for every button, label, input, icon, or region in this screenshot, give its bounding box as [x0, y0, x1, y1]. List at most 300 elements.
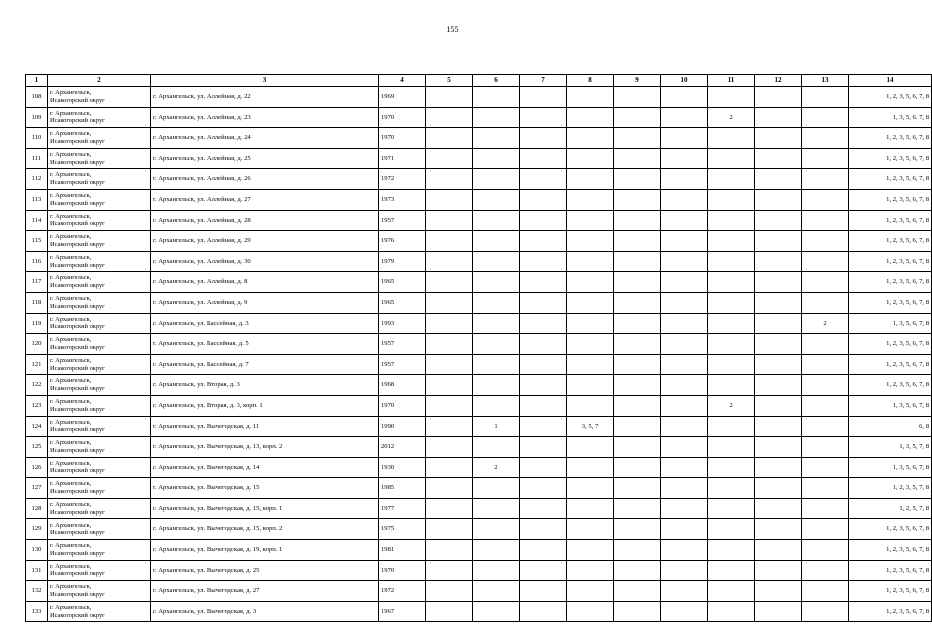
col-8-cell: [567, 231, 614, 252]
col-10-cell: [661, 210, 708, 231]
col-7-cell: [520, 272, 567, 293]
year-cell: 1970: [379, 128, 426, 149]
year-cell: 1977: [379, 498, 426, 519]
address-cell: г. Архангельск, ул. Аллейная, д. 22: [151, 87, 379, 108]
col-10-cell: [661, 601, 708, 622]
col-13-cell: [802, 231, 849, 252]
col-5-cell: [426, 478, 473, 499]
col-12-cell: [755, 87, 802, 108]
col-7-cell: [520, 437, 567, 458]
col-6-cell: [473, 581, 520, 602]
col-9-cell: [614, 354, 661, 375]
col-6-cell: [473, 375, 520, 396]
col-12-cell: [755, 169, 802, 190]
year-cell: 1967: [379, 601, 426, 622]
table-row: [26, 210, 932, 231]
col-10-cell: [661, 189, 708, 210]
col-10-cell: [661, 478, 708, 499]
col-7-cell: [520, 189, 567, 210]
col-12-cell: [755, 478, 802, 499]
col-9-cell: [614, 334, 661, 355]
col-5-cell: [426, 334, 473, 355]
address-cell: г. Архангельск, ул. Вычегодская, д. 14: [151, 457, 379, 478]
col-8-cell: [567, 375, 614, 396]
col-10-cell: [661, 313, 708, 334]
column-header-9: 9: [614, 75, 661, 87]
col-9-cell: [614, 231, 661, 252]
table-row: [26, 107, 932, 128]
table-row: [26, 87, 932, 108]
municipality-cell: г. Архангельск, Исакогорский округ: [48, 313, 151, 334]
col-8-cell: [567, 519, 614, 540]
col-10-cell: [661, 519, 708, 540]
table-row: [26, 560, 932, 581]
col-7-cell: [520, 292, 567, 313]
col-12-cell: [755, 581, 802, 602]
year-cell: 1957: [379, 354, 426, 375]
column-header-12: 12: [755, 75, 802, 87]
row-number-cell: 124: [26, 416, 48, 437]
col-12-cell: [755, 272, 802, 293]
table-row: [26, 251, 932, 272]
row-number-cell: 133: [26, 601, 48, 622]
col-8-cell: [567, 107, 614, 128]
table-row: [26, 128, 932, 149]
col-7-cell: [520, 334, 567, 355]
municipality-cell: г. Архангельск, Исакогорский округ: [48, 148, 151, 169]
row-number-cell: 127: [26, 478, 48, 499]
col-11-cell: [708, 498, 755, 519]
col-6-cell: 1: [473, 416, 520, 437]
col-7-cell: [520, 416, 567, 437]
address-cell: г. Архангельск, ул. Вторая, д. 3: [151, 375, 379, 396]
col-7-cell: [520, 519, 567, 540]
col-10-cell: [661, 87, 708, 108]
table-row: [26, 581, 932, 602]
col-12-cell: [755, 457, 802, 478]
column-header-3: 3: [151, 75, 379, 87]
row-number-cell: 132: [26, 581, 48, 602]
address-cell: г. Архангельск, ул. Вычегодская, д. 25: [151, 560, 379, 581]
col-7-cell: [520, 581, 567, 602]
col-9-cell: [614, 395, 661, 416]
col-9-cell: [614, 189, 661, 210]
col-11-cell: [708, 437, 755, 458]
table-row: [26, 272, 932, 293]
col-10-cell: [661, 128, 708, 149]
col-14-cell: 1, 2, 3, 5, 6, 7, 8: [849, 128, 932, 149]
col-11-cell: 2: [708, 107, 755, 128]
column-header-7: 7: [520, 75, 567, 87]
column-header-14: 14: [849, 75, 932, 87]
table-row: [26, 148, 932, 169]
column-header-13: 13: [802, 75, 849, 87]
col-11-cell: [708, 148, 755, 169]
col-10-cell: [661, 416, 708, 437]
col-8-cell: [567, 334, 614, 355]
table-row: [26, 519, 932, 540]
col-13-cell: [802, 560, 849, 581]
year-cell: 1972: [379, 169, 426, 190]
col-11-cell: [708, 334, 755, 355]
col-8-cell: [567, 395, 614, 416]
year-cell: 1970: [379, 395, 426, 416]
col-8-cell: [567, 87, 614, 108]
table-row: [26, 478, 932, 499]
address-cell: г. Архангельск, ул. Аллейная, д. 26: [151, 169, 379, 190]
col-14-cell: 1, 2, 3, 5, 6, 7, 8: [849, 292, 932, 313]
col-14-cell: 1, 2, 3, 5, 6, 7, 8: [849, 560, 932, 581]
col-14-cell: 1, 3, 5, 6, 7, 8: [849, 395, 932, 416]
col-14-cell: 1, 2, 3, 5, 6, 7, 8: [849, 375, 932, 396]
col-11-cell: [708, 457, 755, 478]
row-number-cell: 110: [26, 128, 48, 149]
column-header-1: 1: [26, 75, 48, 87]
municipality-cell: г. Архангельск, Исакогорский округ: [48, 519, 151, 540]
row-number-cell: 120: [26, 334, 48, 355]
col-6-cell: [473, 189, 520, 210]
col-5-cell: [426, 231, 473, 252]
col-6-cell: [473, 251, 520, 272]
col-14-cell: 1, 2, 3, 5, 6, 7, 8: [849, 231, 932, 252]
col-6-cell: [473, 334, 520, 355]
year-cell: 1965: [379, 272, 426, 293]
col-8-cell: [567, 189, 614, 210]
col-6-cell: [473, 128, 520, 149]
col-5-cell: [426, 272, 473, 293]
address-cell: г. Архангельск, ул. Аллейная, д. 29: [151, 231, 379, 252]
municipality-cell: г. Архангельск, Исакогорский округ: [48, 251, 151, 272]
year-cell: 1969: [379, 87, 426, 108]
table-row: [26, 498, 932, 519]
row-number-cell: 130: [26, 540, 48, 561]
col-12-cell: [755, 601, 802, 622]
col-8-cell: [567, 581, 614, 602]
col-8-cell: [567, 210, 614, 231]
col-14-cell: 1, 2, 3, 5, 6, 7, 8: [849, 354, 932, 375]
year-cell: 1979: [379, 251, 426, 272]
col-11-cell: [708, 292, 755, 313]
table-row: [26, 375, 932, 396]
col-14-cell: 1, 2, 3, 5, 6, 7, 8: [849, 210, 932, 231]
col-11-cell: [708, 354, 755, 375]
col-5-cell: [426, 189, 473, 210]
col-10-cell: [661, 375, 708, 396]
col-10-cell: [661, 292, 708, 313]
municipality-cell: г. Архангельск, Исакогорский округ: [48, 169, 151, 190]
col-13-cell: [802, 292, 849, 313]
col-8-cell: [567, 437, 614, 458]
col-13-cell: [802, 395, 849, 416]
table-row: [26, 395, 932, 416]
col-11-cell: [708, 272, 755, 293]
year-cell: 1972: [379, 581, 426, 602]
col-9-cell: [614, 375, 661, 396]
municipality-cell: г. Архангельск, Исакогорский округ: [48, 560, 151, 581]
col-11-cell: [708, 231, 755, 252]
col-13-cell: [802, 354, 849, 375]
address-cell: г. Архангельск, ул. Аллейная, д. 8: [151, 272, 379, 293]
col-8-cell: [567, 457, 614, 478]
address-cell: г. Архангельск, ул. Вторая, д. 3, корп. 1: [151, 395, 379, 416]
col-7-cell: [520, 210, 567, 231]
municipality-cell: г. Архангельск, Исакогорский округ: [48, 128, 151, 149]
col-5-cell: [426, 169, 473, 190]
col-10-cell: [661, 581, 708, 602]
col-14-cell: 1, 3, 5, 6. 7, 8: [849, 107, 932, 128]
col-11-cell: [708, 581, 755, 602]
address-cell: г. Архангельск, ул. Вычегодская, д. 19, корп. 1: [151, 540, 379, 561]
col-11-cell: [708, 519, 755, 540]
col-8-cell: 3, 5, 7: [567, 416, 614, 437]
col-9-cell: [614, 540, 661, 561]
col-13-cell: [802, 540, 849, 561]
col-5-cell: [426, 498, 473, 519]
col-5-cell: [426, 395, 473, 416]
col-12-cell: [755, 189, 802, 210]
col-9-cell: [614, 251, 661, 272]
table-row: [26, 231, 932, 252]
col-14-cell: 1, 3, 5, 6, 7, 8: [849, 313, 932, 334]
col-7-cell: [520, 540, 567, 561]
col-13-cell: [802, 478, 849, 499]
row-number-cell: 123: [26, 395, 48, 416]
col-7-cell: [520, 354, 567, 375]
row-number-cell: 116: [26, 251, 48, 272]
row-number-cell: 128: [26, 498, 48, 519]
col-5-cell: [426, 107, 473, 128]
row-number-cell: 131: [26, 560, 48, 581]
col-10-cell: [661, 437, 708, 458]
col-13-cell: 2: [802, 313, 849, 334]
col-10-cell: [661, 498, 708, 519]
col-9-cell: [614, 560, 661, 581]
municipality-cell: г. Архангельск, Исакогорский округ: [48, 540, 151, 561]
col-9-cell: [614, 498, 661, 519]
municipality-cell: г. Архангельск, Исакогорский округ: [48, 416, 151, 437]
col-7-cell: [520, 395, 567, 416]
col-6-cell: [473, 395, 520, 416]
col-12-cell: [755, 334, 802, 355]
col-6-cell: [473, 519, 520, 540]
col-5-cell: [426, 416, 473, 437]
year-cell: 1970: [379, 107, 426, 128]
year-cell: 1985: [379, 478, 426, 499]
col-10-cell: [661, 540, 708, 561]
col-12-cell: [755, 437, 802, 458]
col-7-cell: [520, 231, 567, 252]
col-9-cell: [614, 148, 661, 169]
row-number-cell: 117: [26, 272, 48, 293]
col-6-cell: [473, 540, 520, 561]
col-9-cell: [614, 272, 661, 293]
column-header-5: 5: [426, 75, 473, 87]
col-13-cell: [802, 272, 849, 293]
row-number-cell: 119: [26, 313, 48, 334]
col-11-cell: [708, 87, 755, 108]
address-cell: г. Архангельск, ул. Вычегодская, д. 27: [151, 581, 379, 602]
column-header-8: 8: [567, 75, 614, 87]
row-number-cell: 125: [26, 437, 48, 458]
table-row: [26, 169, 932, 190]
col-9-cell: [614, 169, 661, 190]
table-row: [26, 313, 932, 334]
col-8-cell: [567, 560, 614, 581]
col-13-cell: [802, 210, 849, 231]
year-cell: 1975: [379, 519, 426, 540]
table-row: [26, 354, 932, 375]
address-cell: г. Архангельск, ул. Аллейная, д. 9: [151, 292, 379, 313]
col-11-cell: 2: [708, 395, 755, 416]
table-header-row: [26, 75, 932, 87]
column-header-6: 6: [473, 75, 520, 87]
municipality-cell: г. Архангельск, Исакогорский округ: [48, 581, 151, 602]
col-9-cell: [614, 478, 661, 499]
table-body: [26, 87, 932, 622]
col-13-cell: [802, 498, 849, 519]
col-5-cell: [426, 519, 473, 540]
col-9-cell: [614, 457, 661, 478]
column-header-10: 10: [661, 75, 708, 87]
year-cell: 1971: [379, 148, 426, 169]
col-14-cell: 1, 2, 3, 5, 7, 8: [849, 478, 932, 499]
municipality-cell: г. Архангельск, Исакогорский округ: [48, 478, 151, 499]
col-9-cell: [614, 437, 661, 458]
column-header-4: 4: [379, 75, 426, 87]
address-cell: г. Архангельск, ул. Вычегодская, д. 3: [151, 601, 379, 622]
row-number-cell: 108: [26, 87, 48, 108]
col-14-cell: 1, 2, 3, 5, 6, 7, 8: [849, 601, 932, 622]
year-cell: 1976: [379, 231, 426, 252]
col-13-cell: [802, 87, 849, 108]
col-8-cell: [567, 540, 614, 561]
col-5-cell: [426, 457, 473, 478]
page-number: 155: [446, 25, 459, 34]
column-header-11: 11: [708, 75, 755, 87]
col-8-cell: [567, 498, 614, 519]
col-7-cell: [520, 478, 567, 499]
col-14-cell: 1, 2, 3, 5, 6, 7, 8: [849, 251, 932, 272]
col-8-cell: [567, 251, 614, 272]
table-row: [26, 437, 932, 458]
col-13-cell: [802, 519, 849, 540]
year-cell: 1981: [379, 540, 426, 561]
col-11-cell: [708, 313, 755, 334]
address-cell: г. Архангельск, ул. Аллейная, д. 24: [151, 128, 379, 149]
municipality-cell: г. Архангельск, Исакогорский округ: [48, 334, 151, 355]
municipality-cell: г. Архангельск, Исакогорский округ: [48, 354, 151, 375]
address-cell: г. Архангельск, ул. Аллейная, д. 25: [151, 148, 379, 169]
col-12-cell: [755, 148, 802, 169]
municipality-cell: г. Архангельск, Исакогорский округ: [48, 457, 151, 478]
col-5-cell: [426, 292, 473, 313]
row-number-cell: 115: [26, 231, 48, 252]
municipality-cell: г. Архангельск, Исакогорский округ: [48, 87, 151, 108]
col-9-cell: [614, 581, 661, 602]
col-12-cell: [755, 354, 802, 375]
col-11-cell: [708, 169, 755, 190]
col-12-cell: [755, 128, 802, 149]
col-5-cell: [426, 437, 473, 458]
col-9-cell: [614, 601, 661, 622]
col-12-cell: [755, 107, 802, 128]
col-13-cell: [802, 375, 849, 396]
col-12-cell: [755, 251, 802, 272]
col-5-cell: [426, 375, 473, 396]
col-11-cell: [708, 210, 755, 231]
col-9-cell: [614, 128, 661, 149]
col-13-cell: [802, 437, 849, 458]
col-9-cell: [614, 210, 661, 231]
col-14-cell: 1, 2, 3, 5, 6, 7, 8: [849, 519, 932, 540]
table-row: [26, 292, 932, 313]
col-8-cell: [567, 148, 614, 169]
col-5-cell: [426, 87, 473, 108]
col-14-cell: 1, 2, 3, 5, 6, 7, 8: [849, 169, 932, 190]
col-11-cell: [708, 128, 755, 149]
col-10-cell: [661, 334, 708, 355]
address-cell: г. Архангельск, ул. Аллейная, д. 23: [151, 107, 379, 128]
col-10-cell: [661, 560, 708, 581]
col-8-cell: [567, 354, 614, 375]
col-14-cell: 1, 2, 3, 5, 6, 7, 8: [849, 148, 932, 169]
row-number-cell: 113: [26, 189, 48, 210]
col-7-cell: [520, 457, 567, 478]
col-5-cell: [426, 148, 473, 169]
col-11-cell: [708, 416, 755, 437]
municipality-cell: г. Архангельск, Исакогорский округ: [48, 601, 151, 622]
col-11-cell: [708, 478, 755, 499]
col-7-cell: [520, 560, 567, 581]
municipality-cell: г. Архангельск, Исакогорский округ: [48, 292, 151, 313]
table-row: [26, 601, 932, 622]
col-6-cell: [473, 231, 520, 252]
address-cell: г. Архангельск, ул. Бассейная, д. 3: [151, 313, 379, 334]
table-row: [26, 334, 932, 355]
col-7-cell: [520, 148, 567, 169]
municipality-cell: г. Архангельск, Исакогорский округ: [48, 498, 151, 519]
col-14-cell: 1, 2, 3, 5, 6, 7, 8: [849, 540, 932, 561]
col-9-cell: [614, 416, 661, 437]
col-8-cell: [567, 272, 614, 293]
address-cell: г. Архангельск, ул. Бассейная, д. 7: [151, 354, 379, 375]
year-cell: 1957: [379, 210, 426, 231]
col-10-cell: [661, 231, 708, 252]
col-13-cell: [802, 169, 849, 190]
col-11-cell: [708, 189, 755, 210]
col-11-cell: [708, 375, 755, 396]
col-7-cell: [520, 313, 567, 334]
col-8-cell: [567, 169, 614, 190]
address-cell: г. Архангельск, ул. Вычегодская, д. 11: [151, 416, 379, 437]
col-5-cell: [426, 210, 473, 231]
table-row: [26, 540, 932, 561]
col-7-cell: [520, 107, 567, 128]
col-14-cell: 1, 2, 3, 5, 6, 7, 8: [849, 189, 932, 210]
col-8-cell: [567, 128, 614, 149]
address-cell: г. Архангельск, ул. Вычегодская, д. 15: [151, 478, 379, 499]
col-14-cell: 1, 2, 3, 5, 6, 7, 8: [849, 87, 932, 108]
col-14-cell: 1, 2, 3, 5, 6, 7, 8: [849, 272, 932, 293]
col-7-cell: [520, 87, 567, 108]
col-12-cell: [755, 395, 802, 416]
col-10-cell: [661, 148, 708, 169]
col-13-cell: [802, 334, 849, 355]
row-number-cell: 112: [26, 169, 48, 190]
year-cell: 1973: [379, 189, 426, 210]
col-7-cell: [520, 375, 567, 396]
row-number-cell: 122: [26, 375, 48, 396]
